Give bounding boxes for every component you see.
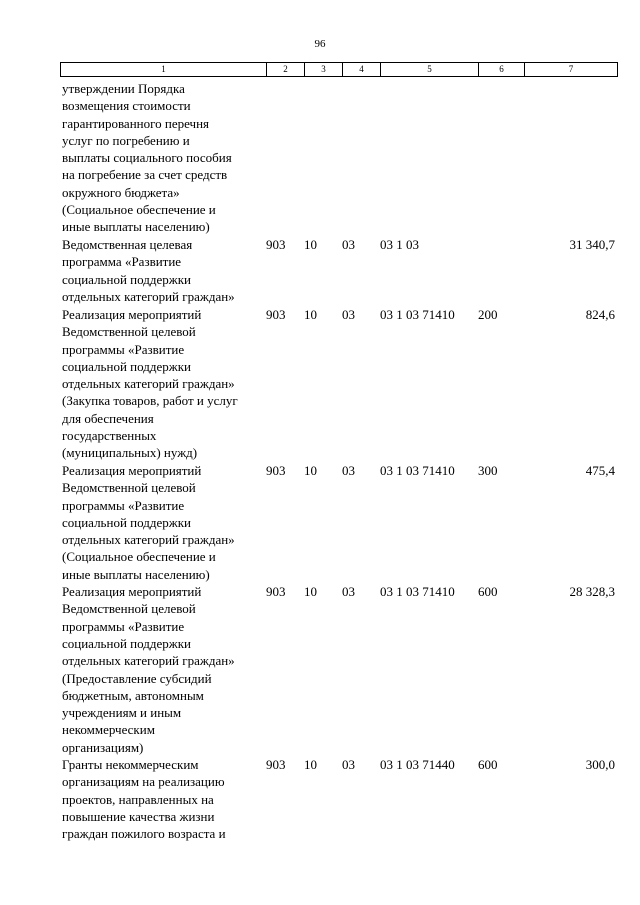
row-c3: 10 [304, 237, 317, 252]
header-col-3: 3 [305, 63, 343, 77]
row-c2: 903 [266, 757, 286, 773]
row-c5: 03 1 03 71410 [380, 307, 455, 322]
table-row [60, 756, 617, 843]
row-name: Реализация мероприятий Ведомственной целевой программы «Развитие социальной поддержки отдельных категорий граждан» (Социальное обеспечение и иные выплаты населению) [62, 463, 235, 582]
table-row [60, 583, 617, 756]
row-c6: 600 [478, 757, 498, 773]
row-c4: 03 [342, 757, 355, 773]
table-row [60, 236, 617, 306]
row-c5: 03 1 03 [380, 237, 419, 252]
row-c4: 03 [342, 584, 355, 600]
row-c4: 03 [342, 463, 355, 478]
row-c5: 03 1 03 71410 [380, 584, 455, 600]
row-c6: 200 [478, 307, 498, 322]
row-c2 [266, 80, 304, 236]
table-row [60, 462, 617, 583]
row-c6: 600 [478, 584, 498, 600]
row-name: Реализация мероприятий Ведомственной целевой программы «Развитие социальной поддержки отдельных категорий граждан» (Закупка товаров, работ и услуг для обеспечения государственных (муниципальных) нужд) [62, 307, 238, 461]
row-c7 [524, 80, 617, 236]
row-name: Реализация мероприятий Ведомственной целевой программы «Развитие социальной поддержки отдельных категорий граждан» (Предоставление субсидий бюджетным, автономным учреждениям и иным некоммерческим организациям) [62, 584, 235, 755]
row-c3: 10 [304, 307, 317, 322]
row-c4: 03 [342, 237, 355, 252]
row-c3: 10 [304, 757, 317, 773]
row-name: Ведомственная целевая программа «Развитие социальной поддержки отдельных категорий граждан» [62, 237, 235, 304]
header-col-5: 5 [381, 63, 479, 77]
table-row [60, 80, 617, 236]
budget-table [60, 80, 617, 843]
row-c3: 10 [304, 584, 317, 600]
row-c4 [342, 80, 380, 236]
row-c2: 903 [266, 463, 286, 478]
row-c2: 903 [266, 237, 286, 252]
row-c7: 475,4 [585, 463, 615, 478]
table-row [60, 306, 617, 462]
table-header [60, 62, 618, 77]
row-c7: 300,0 [585, 757, 615, 773]
row-c7: 824,6 [585, 307, 615, 322]
row-c5: 03 1 03 71440 [380, 757, 455, 773]
row-c5 [380, 80, 478, 236]
row-c4: 03 [342, 307, 355, 322]
row-c6 [478, 236, 524, 306]
row-name: Гранты некоммерческим организациям на реализацию проектов, направленных на повышение качества жизни граждан пожилого возраста и [62, 757, 226, 842]
row-c7: 31 340,7 [569, 237, 615, 252]
row-c5: 03 1 03 71410 [380, 463, 455, 478]
row-c6: 300 [478, 463, 498, 478]
row-c7: 28 328,3 [569, 584, 615, 600]
row-c3 [304, 80, 342, 236]
row-c6 [478, 80, 524, 236]
header-col-2: 2 [267, 63, 305, 77]
row-c2: 903 [266, 307, 286, 322]
row-c3: 10 [304, 463, 317, 478]
row-c2: 903 [266, 584, 286, 600]
header-col-1: 1 [61, 63, 267, 77]
header-col-7: 7 [525, 63, 618, 77]
header-col-6: 6 [479, 63, 525, 77]
row-name: утверждении Порядка возмещения стоимости гарантированного перечня услуг по погребению и выплаты социального пособия на погребение за счет средств окружного бюджета» (Социальное обеспечение и иные выплаты населению) [62, 81, 232, 235]
page-number: 96 [314, 38, 326, 50]
header-col-4: 4 [343, 63, 381, 77]
